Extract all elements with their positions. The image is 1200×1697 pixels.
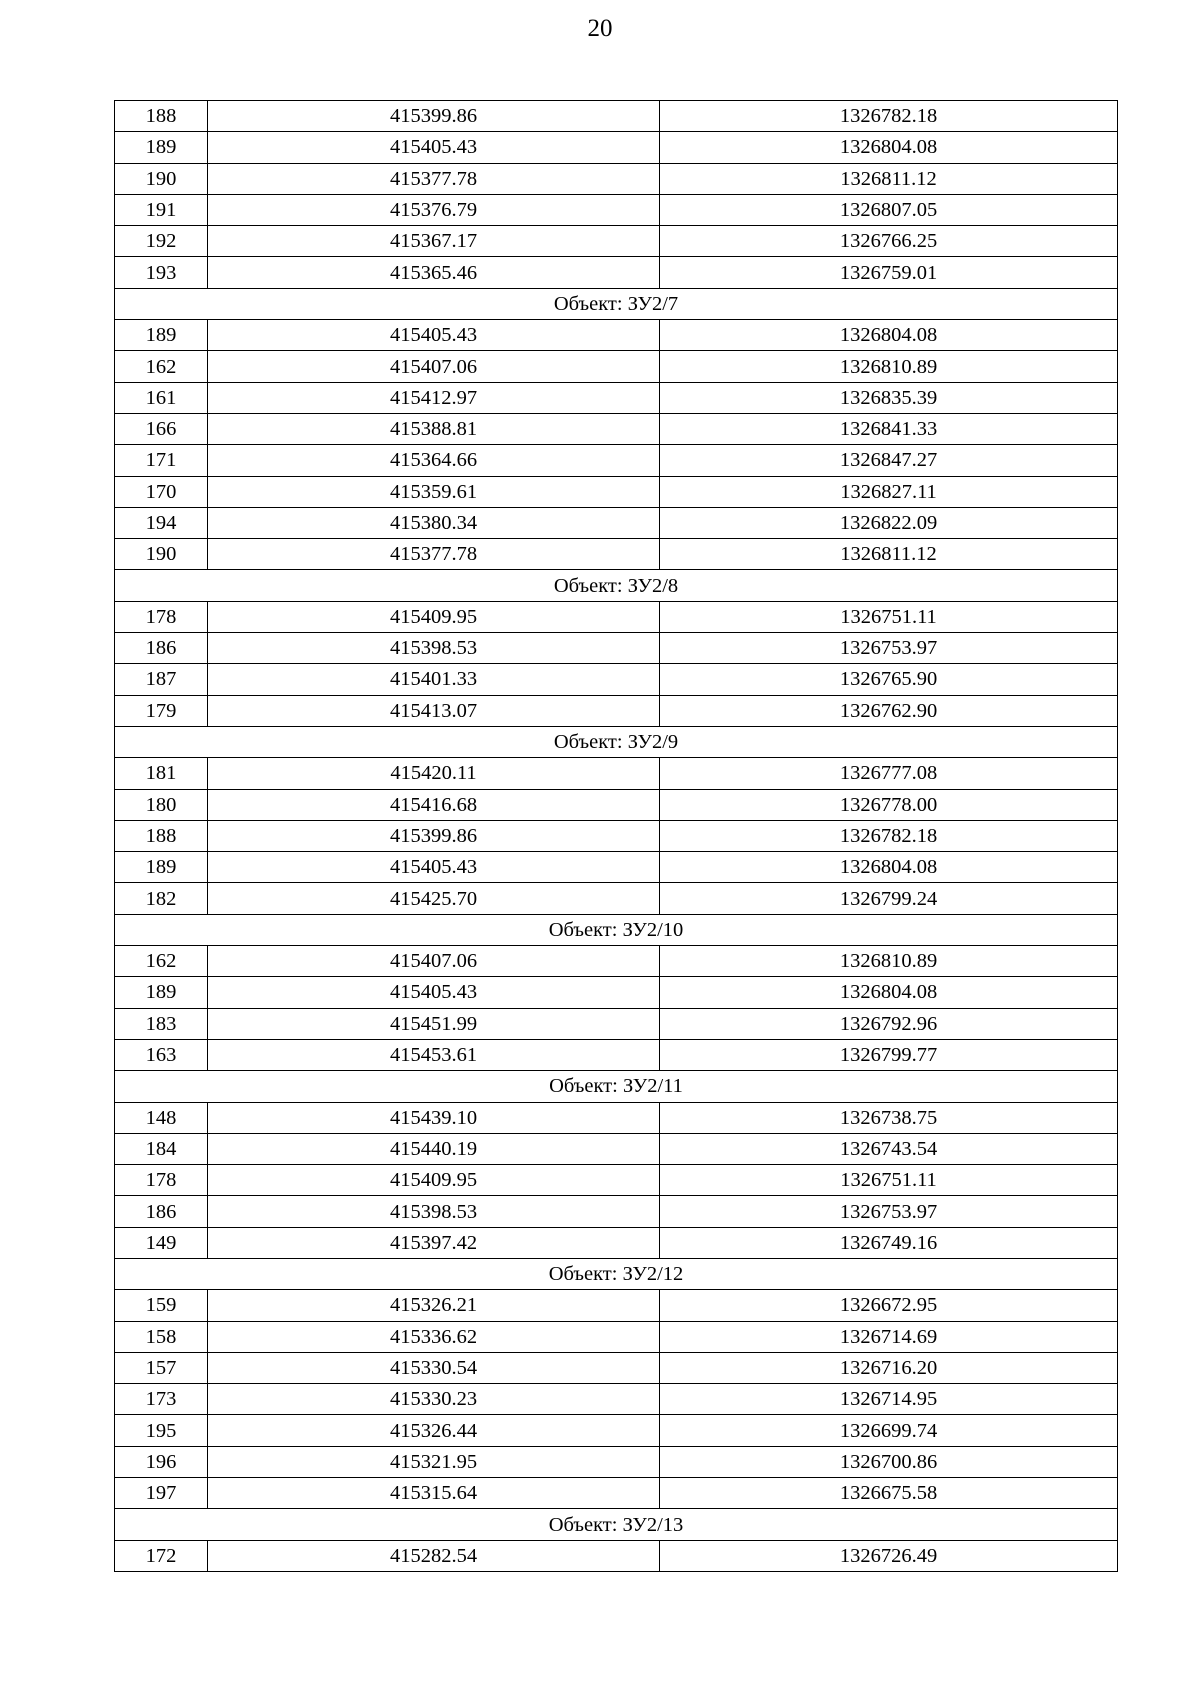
x-coordinate-cell: 415364.66 xyxy=(208,445,660,476)
coordinates-table-body xyxy=(115,101,1118,1572)
table-row xyxy=(115,413,1118,444)
table-row xyxy=(115,946,1118,977)
point-number-cell: 194 xyxy=(115,507,208,538)
y-coordinate-cell: 1326672.95 xyxy=(660,1290,1118,1321)
table-row xyxy=(115,1102,1118,1133)
point-number-cell: 178 xyxy=(115,1165,208,1196)
table-row xyxy=(115,852,1118,883)
y-coordinate-cell: 1326751.11 xyxy=(660,1165,1118,1196)
object-header-row xyxy=(115,1071,1118,1102)
x-coordinate-cell: 415367.17 xyxy=(208,226,660,257)
y-coordinate-cell: 1326743.54 xyxy=(660,1133,1118,1164)
point-number-cell: 191 xyxy=(115,194,208,225)
table-row xyxy=(115,1352,1118,1383)
point-number-cell: 186 xyxy=(115,1196,208,1227)
table-row xyxy=(115,351,1118,382)
y-coordinate-cell: 1326738.75 xyxy=(660,1102,1118,1133)
y-coordinate-cell: 1326753.97 xyxy=(660,1196,1118,1227)
table-row xyxy=(115,1165,1118,1196)
table-row xyxy=(115,695,1118,726)
page-number: 20 xyxy=(587,15,613,42)
point-number-cell: 190 xyxy=(115,163,208,194)
object-label: Объект: ЗУ2/9 xyxy=(115,726,1118,757)
x-coordinate-cell: 415453.61 xyxy=(208,1039,660,1070)
table-row xyxy=(115,257,1118,288)
table-row xyxy=(115,1196,1118,1227)
x-coordinate-cell: 415397.42 xyxy=(208,1227,660,1258)
point-number-cell: 190 xyxy=(115,539,208,570)
table-row xyxy=(115,101,1118,132)
table-row xyxy=(115,226,1118,257)
point-number-cell: 173 xyxy=(115,1384,208,1415)
table-row xyxy=(115,320,1118,351)
y-coordinate-cell: 1326766.25 xyxy=(660,226,1118,257)
point-number-cell: 195 xyxy=(115,1415,208,1446)
table-row xyxy=(115,163,1118,194)
object-label: Объект: ЗУ2/7 xyxy=(115,288,1118,319)
point-number-cell: 182 xyxy=(115,883,208,914)
table-row xyxy=(115,977,1118,1008)
point-number-cell: 193 xyxy=(115,257,208,288)
table-row xyxy=(115,1321,1118,1352)
x-coordinate-cell: 415336.62 xyxy=(208,1321,660,1352)
y-coordinate-cell: 1326841.33 xyxy=(660,413,1118,444)
table-row xyxy=(115,507,1118,538)
point-number-cell: 179 xyxy=(115,695,208,726)
y-coordinate-cell: 1326782.18 xyxy=(660,101,1118,132)
point-number-cell: 189 xyxy=(115,852,208,883)
point-number-cell: 178 xyxy=(115,601,208,632)
y-coordinate-cell: 1326847.27 xyxy=(660,445,1118,476)
x-coordinate-cell: 415399.86 xyxy=(208,101,660,132)
x-coordinate-cell: 415416.68 xyxy=(208,789,660,820)
point-number-cell: 148 xyxy=(115,1102,208,1133)
table-row xyxy=(115,601,1118,632)
x-coordinate-cell: 415376.79 xyxy=(208,194,660,225)
object-header-row xyxy=(115,914,1118,945)
point-number-cell: 171 xyxy=(115,445,208,476)
point-number-cell: 197 xyxy=(115,1478,208,1509)
point-number-cell: 186 xyxy=(115,633,208,664)
x-coordinate-cell: 415398.53 xyxy=(208,1196,660,1227)
y-coordinate-cell: 1326810.89 xyxy=(660,351,1118,382)
x-coordinate-cell: 415326.44 xyxy=(208,1415,660,1446)
x-coordinate-cell: 415407.06 xyxy=(208,351,660,382)
x-coordinate-cell: 415409.95 xyxy=(208,601,660,632)
table-row xyxy=(115,1133,1118,1164)
point-number-cell: 163 xyxy=(115,1039,208,1070)
x-coordinate-cell: 415407.06 xyxy=(208,946,660,977)
point-number-cell: 181 xyxy=(115,758,208,789)
table-row xyxy=(115,1384,1118,1415)
x-coordinate-cell: 415321.95 xyxy=(208,1446,660,1477)
y-coordinate-cell: 1326827.11 xyxy=(660,476,1118,507)
coordinates-table xyxy=(114,100,1118,1572)
x-coordinate-cell: 415425.70 xyxy=(208,883,660,914)
x-coordinate-cell: 415377.78 xyxy=(208,163,660,194)
table-row xyxy=(115,539,1118,570)
point-number-cell: 161 xyxy=(115,382,208,413)
table-row xyxy=(115,476,1118,507)
x-coordinate-cell: 415326.21 xyxy=(208,1290,660,1321)
y-coordinate-cell: 1326762.90 xyxy=(660,695,1118,726)
y-coordinate-cell: 1326804.08 xyxy=(660,320,1118,351)
point-number-cell: 162 xyxy=(115,351,208,382)
y-coordinate-cell: 1326777.08 xyxy=(660,758,1118,789)
y-coordinate-cell: 1326699.74 xyxy=(660,1415,1118,1446)
table-row xyxy=(115,1227,1118,1258)
table-row xyxy=(115,1540,1118,1571)
point-number-cell: 188 xyxy=(115,820,208,851)
y-coordinate-cell: 1326811.12 xyxy=(660,539,1118,570)
point-number-cell: 149 xyxy=(115,1227,208,1258)
x-coordinate-cell: 415330.23 xyxy=(208,1384,660,1415)
y-coordinate-cell: 1326811.12 xyxy=(660,163,1118,194)
table-row xyxy=(115,633,1118,664)
y-coordinate-cell: 1326759.01 xyxy=(660,257,1118,288)
object-header-row xyxy=(115,570,1118,601)
x-coordinate-cell: 415282.54 xyxy=(208,1540,660,1571)
y-coordinate-cell: 1326799.77 xyxy=(660,1039,1118,1070)
table-row xyxy=(115,1039,1118,1070)
x-coordinate-cell: 415405.43 xyxy=(208,977,660,1008)
object-header-row xyxy=(115,288,1118,319)
object-label: Объект: ЗУ2/11 xyxy=(115,1071,1118,1102)
table-row xyxy=(115,132,1118,163)
object-label: Объект: ЗУ2/8 xyxy=(115,570,1118,601)
x-coordinate-cell: 415380.34 xyxy=(208,507,660,538)
table-row xyxy=(115,664,1118,695)
point-number-cell: 184 xyxy=(115,1133,208,1164)
y-coordinate-cell: 1326804.08 xyxy=(660,132,1118,163)
y-coordinate-cell: 1326835.39 xyxy=(660,382,1118,413)
table-row xyxy=(115,1290,1118,1321)
x-coordinate-cell: 415405.43 xyxy=(208,132,660,163)
y-coordinate-cell: 1326778.00 xyxy=(660,789,1118,820)
point-number-cell: 157 xyxy=(115,1352,208,1383)
point-number-cell: 180 xyxy=(115,789,208,820)
object-label: Объект: ЗУ2/13 xyxy=(115,1509,1118,1540)
y-coordinate-cell: 1326753.97 xyxy=(660,633,1118,664)
point-number-cell: 187 xyxy=(115,664,208,695)
x-coordinate-cell: 415377.78 xyxy=(208,539,660,570)
y-coordinate-cell: 1326675.58 xyxy=(660,1478,1118,1509)
y-coordinate-cell: 1326765.90 xyxy=(660,664,1118,695)
table-row xyxy=(115,883,1118,914)
y-coordinate-cell: 1326751.11 xyxy=(660,601,1118,632)
object-label: Объект: ЗУ2/10 xyxy=(115,914,1118,945)
table-row xyxy=(115,1478,1118,1509)
x-coordinate-cell: 415401.33 xyxy=(208,664,660,695)
y-coordinate-cell: 1326804.08 xyxy=(660,977,1118,1008)
table-row xyxy=(115,758,1118,789)
x-coordinate-cell: 415359.61 xyxy=(208,476,660,507)
point-number-cell: 159 xyxy=(115,1290,208,1321)
x-coordinate-cell: 415315.64 xyxy=(208,1478,660,1509)
point-number-cell: 170 xyxy=(115,476,208,507)
table-row xyxy=(115,1415,1118,1446)
point-number-cell: 196 xyxy=(115,1446,208,1477)
point-number-cell: 172 xyxy=(115,1540,208,1571)
y-coordinate-cell: 1326714.69 xyxy=(660,1321,1118,1352)
x-coordinate-cell: 415330.54 xyxy=(208,1352,660,1383)
table-row xyxy=(115,445,1118,476)
y-coordinate-cell: 1326792.96 xyxy=(660,1008,1118,1039)
point-number-cell: 158 xyxy=(115,1321,208,1352)
x-coordinate-cell: 415420.11 xyxy=(208,758,660,789)
object-header-row xyxy=(115,1258,1118,1289)
y-coordinate-cell: 1326807.05 xyxy=(660,194,1118,225)
y-coordinate-cell: 1326716.20 xyxy=(660,1352,1118,1383)
point-number-cell: 192 xyxy=(115,226,208,257)
y-coordinate-cell: 1326810.89 xyxy=(660,946,1118,977)
y-coordinate-cell: 1326782.18 xyxy=(660,820,1118,851)
x-coordinate-cell: 415412.97 xyxy=(208,382,660,413)
object-header-row xyxy=(115,726,1118,757)
y-coordinate-cell: 1326714.95 xyxy=(660,1384,1118,1415)
table-row xyxy=(115,1008,1118,1039)
x-coordinate-cell: 415409.95 xyxy=(208,1165,660,1196)
x-coordinate-cell: 415405.43 xyxy=(208,320,660,351)
y-coordinate-cell: 1326804.08 xyxy=(660,852,1118,883)
x-coordinate-cell: 415405.43 xyxy=(208,852,660,883)
y-coordinate-cell: 1326726.49 xyxy=(660,1540,1118,1571)
y-coordinate-cell: 1326799.24 xyxy=(660,883,1118,914)
table-row xyxy=(115,1446,1118,1477)
point-number-cell: 189 xyxy=(115,977,208,1008)
object-label: Объект: ЗУ2/12 xyxy=(115,1258,1118,1289)
y-coordinate-cell: 1326700.86 xyxy=(660,1446,1118,1477)
x-coordinate-cell: 415365.46 xyxy=(208,257,660,288)
x-coordinate-cell: 415439.10 xyxy=(208,1102,660,1133)
point-number-cell: 189 xyxy=(115,320,208,351)
x-coordinate-cell: 415440.19 xyxy=(208,1133,660,1164)
table-row xyxy=(115,382,1118,413)
point-number-cell: 166 xyxy=(115,413,208,444)
x-coordinate-cell: 415451.99 xyxy=(208,1008,660,1039)
table-row xyxy=(115,789,1118,820)
object-header-row xyxy=(115,1509,1118,1540)
table-row xyxy=(115,194,1118,225)
x-coordinate-cell: 415399.86 xyxy=(208,820,660,851)
x-coordinate-cell: 415398.53 xyxy=(208,633,660,664)
point-number-cell: 188 xyxy=(115,101,208,132)
point-number-cell: 183 xyxy=(115,1008,208,1039)
x-coordinate-cell: 415388.81 xyxy=(208,413,660,444)
point-number-cell: 162 xyxy=(115,946,208,977)
table-row xyxy=(115,820,1118,851)
y-coordinate-cell: 1326822.09 xyxy=(660,507,1118,538)
point-number-cell: 189 xyxy=(115,132,208,163)
y-coordinate-cell: 1326749.16 xyxy=(660,1227,1118,1258)
x-coordinate-cell: 415413.07 xyxy=(208,695,660,726)
